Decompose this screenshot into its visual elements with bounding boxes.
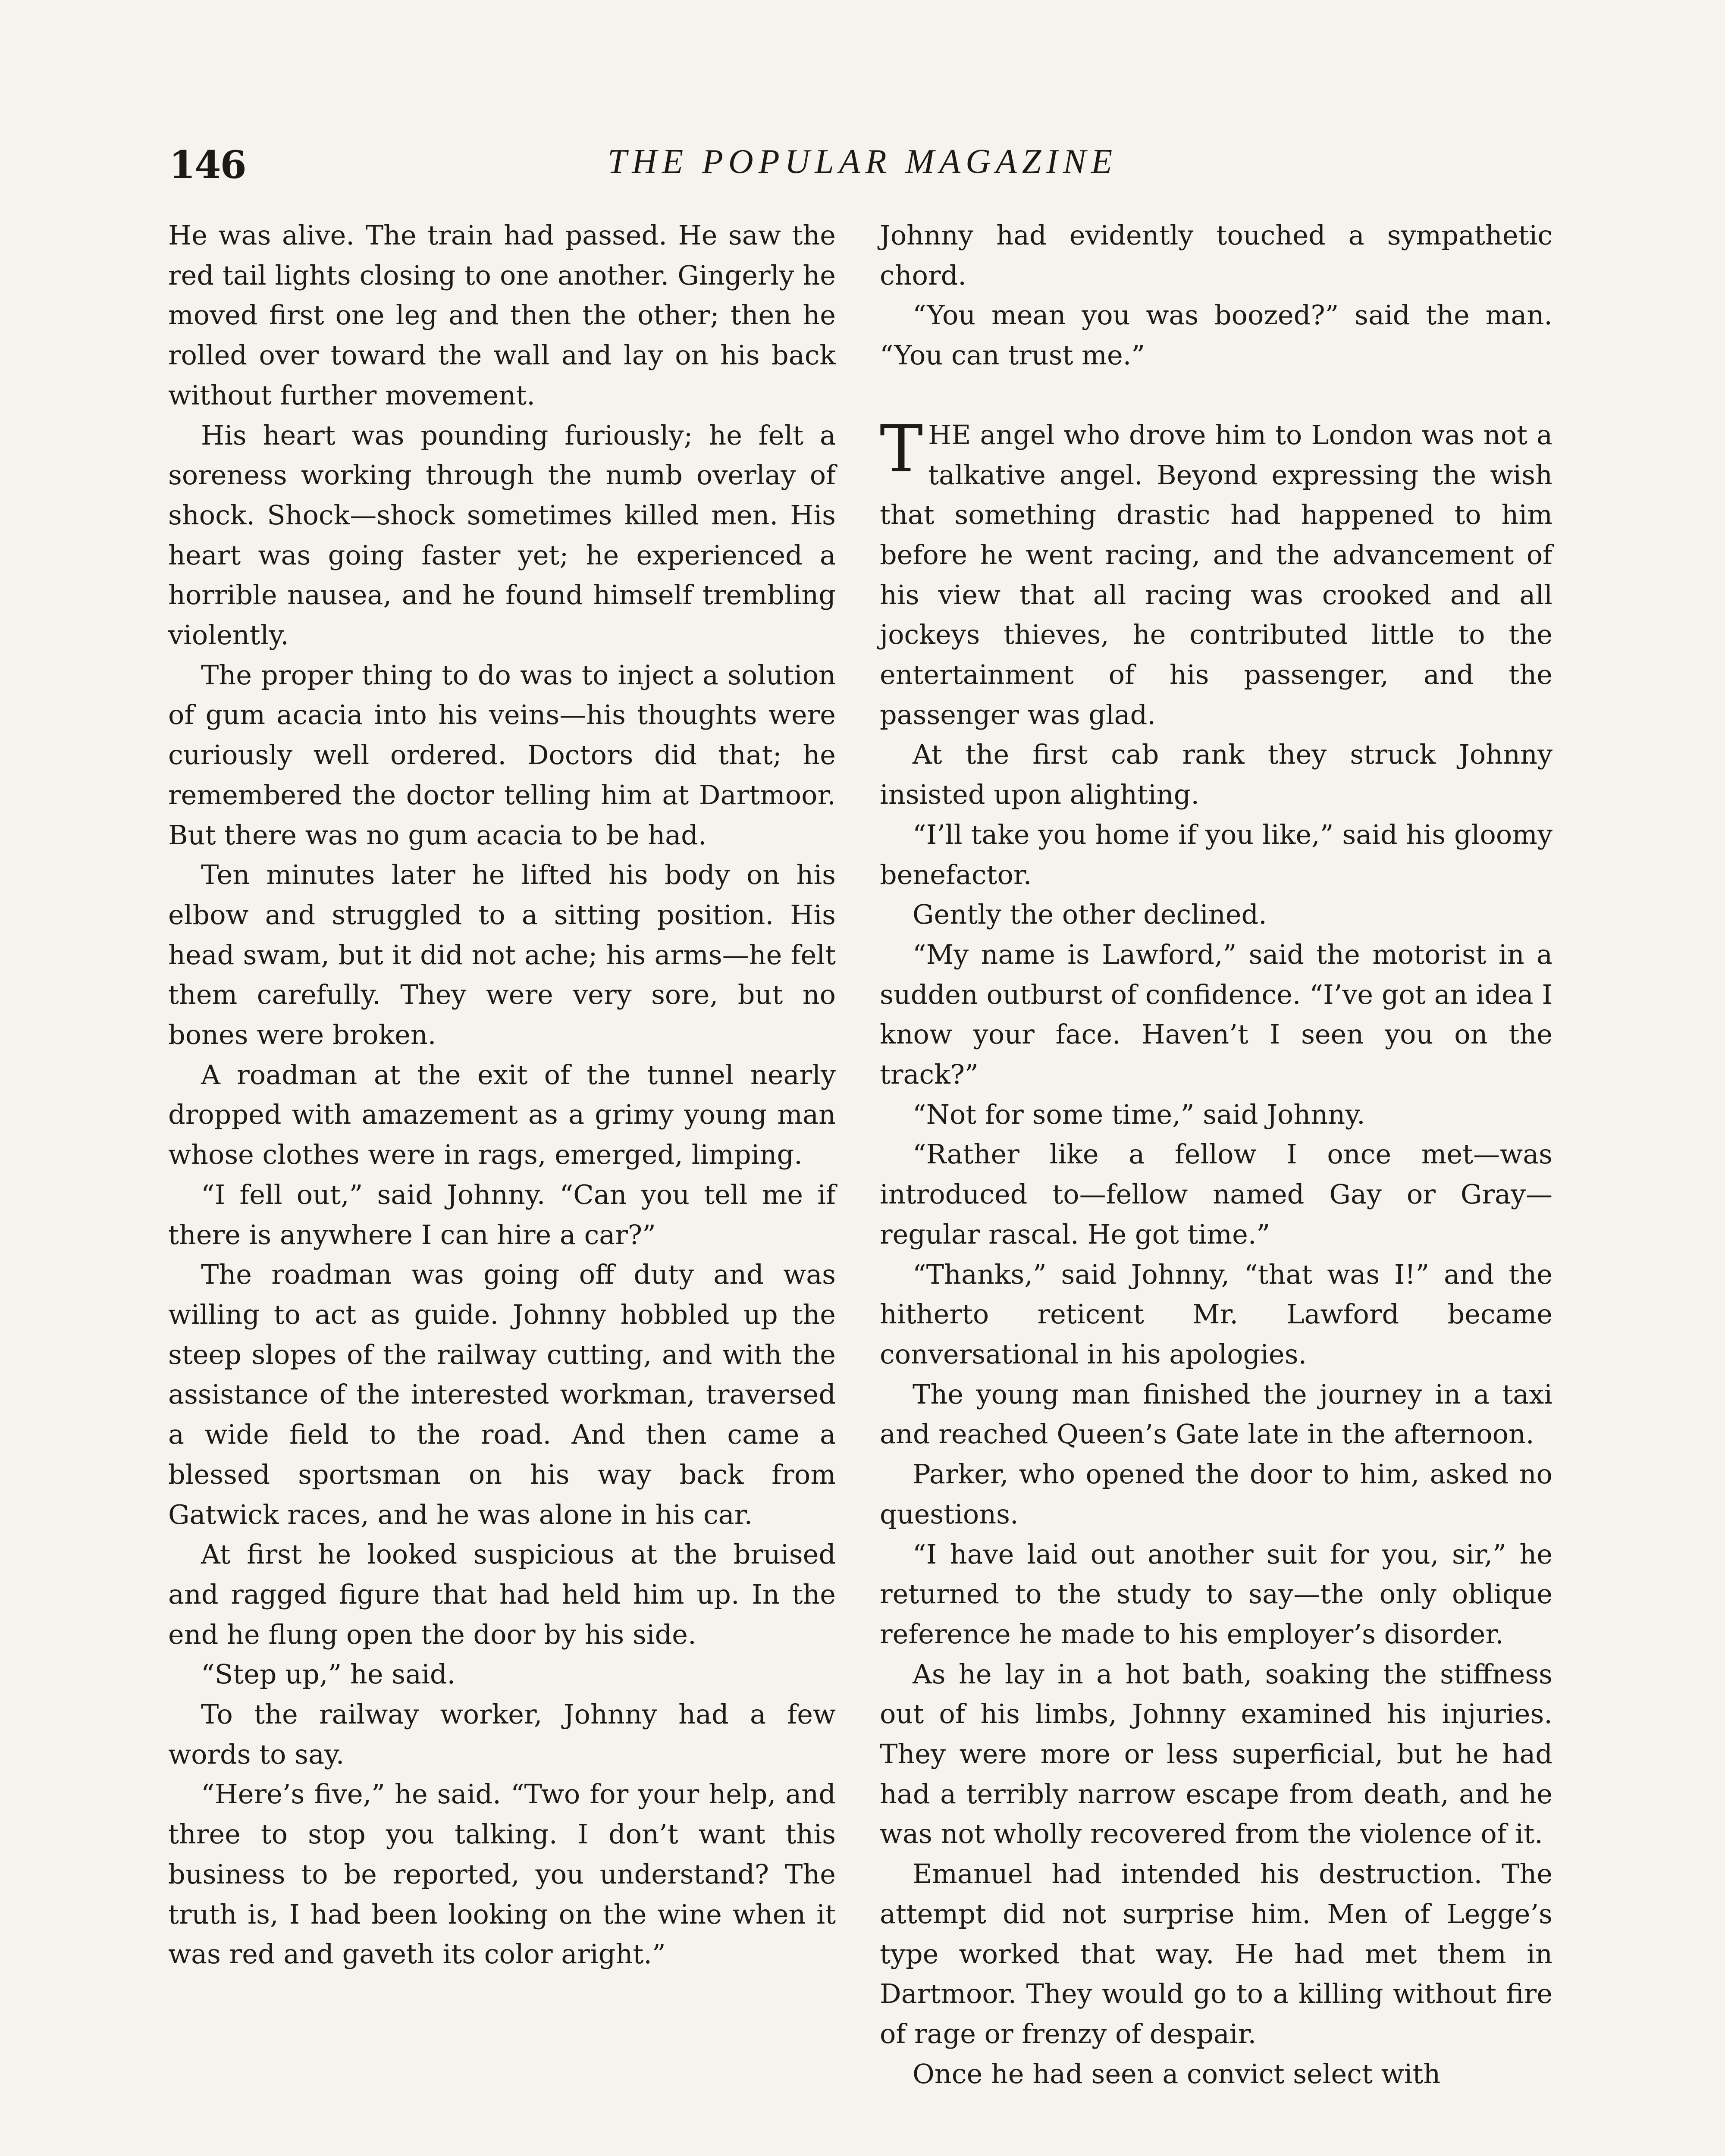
paragraph: Once he had seen a convict select with	[913, 2058, 1441, 2090]
paragraph: “Thanks,” said Johnny, “that was I!” and the hitherto reticent Mr. Lawford became conversational in his apologies.	[880, 1258, 1552, 1370]
left-column	[168, 216, 836, 1974]
paragraph: Johnny had evidently touched a sympathetic chord.	[880, 219, 1552, 291]
section-break	[880, 376, 1552, 415]
paragraph: His heart was pounding furiously; he felt a soreness working through the numb overlay of shock. Shock—shock sometimes killed men. His heart was going faster yet; he experienced a horrible nausea, and he found himself trembling violently.	[168, 419, 836, 651]
paragraph: He was alive. The train had passed. He saw the red tail lights closing to one another. Gingerly he moved first one leg and then the other; then he rolled over toward the wall and lay on his back without further movement.	[168, 219, 836, 411]
paragraph: As he lay in a hot bath, soaking the stiffness out of his limbs, Johnny examined his injuries. They were more or less superficial, but he had had a terribly narrow escape from death, and he was not wholly recovered from the violence of it.	[880, 1658, 1552, 1850]
paragraph: “Rather like a fellow I once met—was introduced to—fellow named Gay or Gray—regular rascal. He got time.”	[880, 1138, 1552, 1250]
paragraph: The young man finished the journey in a taxi and reached Queen’s Gate late in the afternoon.	[880, 1378, 1552, 1450]
paragraph: Gently the other declined.	[913, 899, 1267, 931]
paragraph: “My name is Lawford,” said the motorist in a sudden outburst of confidence. “I’ve got an idea I know your face. Haven’t I seen you on the track?”	[880, 938, 1552, 1091]
opening-text: HE angel who drove him to London was not a talkative angel. Beyond expressing the wish that something drastic had happened to him before he went racing, and the advancement of his view that all racing was crooked and all jockeys thieves, he contributed little to the entertainment of his passenger, and the passenger was glad.	[880, 419, 1552, 730]
paragraph: The proper thing to do was to inject a solution of gum acacia into his veins—his thoughts were curiously well ordered. Doctors did that; he remembered the doctor telling him at Dartmoor. But there was no gum acacia to be had.	[168, 659, 836, 851]
running-title: THE POPULAR MAGAZINE	[607, 143, 1118, 181]
paragraph: Parker, who opened the door to him, asked no questions.	[880, 1458, 1552, 1530]
paragraph: “Not for some time,” said Johnny.	[913, 1098, 1365, 1130]
paragraph: A roadman at the exit of the tunnel nearly dropped with amazement as a grimy young man whose clothes were in rags, emerged, limping.	[168, 1059, 836, 1171]
paragraph: “You mean you was boozed?” said the man. “You can trust me.”	[880, 299, 1552, 371]
paragraph: “I fell out,” said Johnny. “Can you tell me if there is anywhere I can hire a car?”	[168, 1178, 836, 1250]
paragraph: “Step up,” he said.	[201, 1658, 456, 1690]
paragraph: Ten minutes later he lifted his body on his elbow and struggled to a sitting position. His head swam, but it did not ache; his arms—he felt them carefully. They were very sore, but no bones were broken.	[168, 859, 836, 1051]
paragraph: “I have laid out another suit for you, sir,” he returned to the study to say—the only oblique reference he made to his employer’s disorder.	[880, 1538, 1552, 1650]
paragraph: “I’ll take you home if you like,” said his gloomy benefactor.	[880, 818, 1552, 890]
paragraph: At the first cab rank they struck Johnny insisted upon alighting.	[880, 739, 1552, 811]
drop-cap: T	[880, 411, 923, 487]
right-column	[880, 216, 1552, 2094]
paragraph: Emanuel had intended his destruction. The attempt did not surprise him. Men of Legge’s type worked that way. He had met them in Dartmoor. They would go to a killing without fire of rage or frenzy of despair.	[880, 1858, 1552, 2049]
paragraph: To the railway worker, Johnny had a few words to say.	[168, 1698, 836, 1770]
page-header	[0, 142, 1725, 190]
paragraph: At first he looked suspicious at the bruised and ragged figure that had held him up. In the end he flung open the door by his side.	[168, 1539, 836, 1650]
paragraph: “Here’s five,” he said. “Two for your help, and three to stop you talking. I don’t want this business to be reported, you understand? The truth is, I had been looking on the wine when it was red and gaveth its color aright.”	[168, 1778, 836, 1970]
page-number: 146	[169, 142, 246, 187]
paragraph: The roadman was going off duty and was willing to act as guide. Johnny hobbled up the steep slopes of the railway cutting, and with the assistance of the interested workman, traversed a wide field to the road. And then came a blessed sportsman on his way back from Gatwick races, and he was alone in his car.	[168, 1259, 836, 1530]
section-opening-paragraph	[880, 411, 1552, 735]
